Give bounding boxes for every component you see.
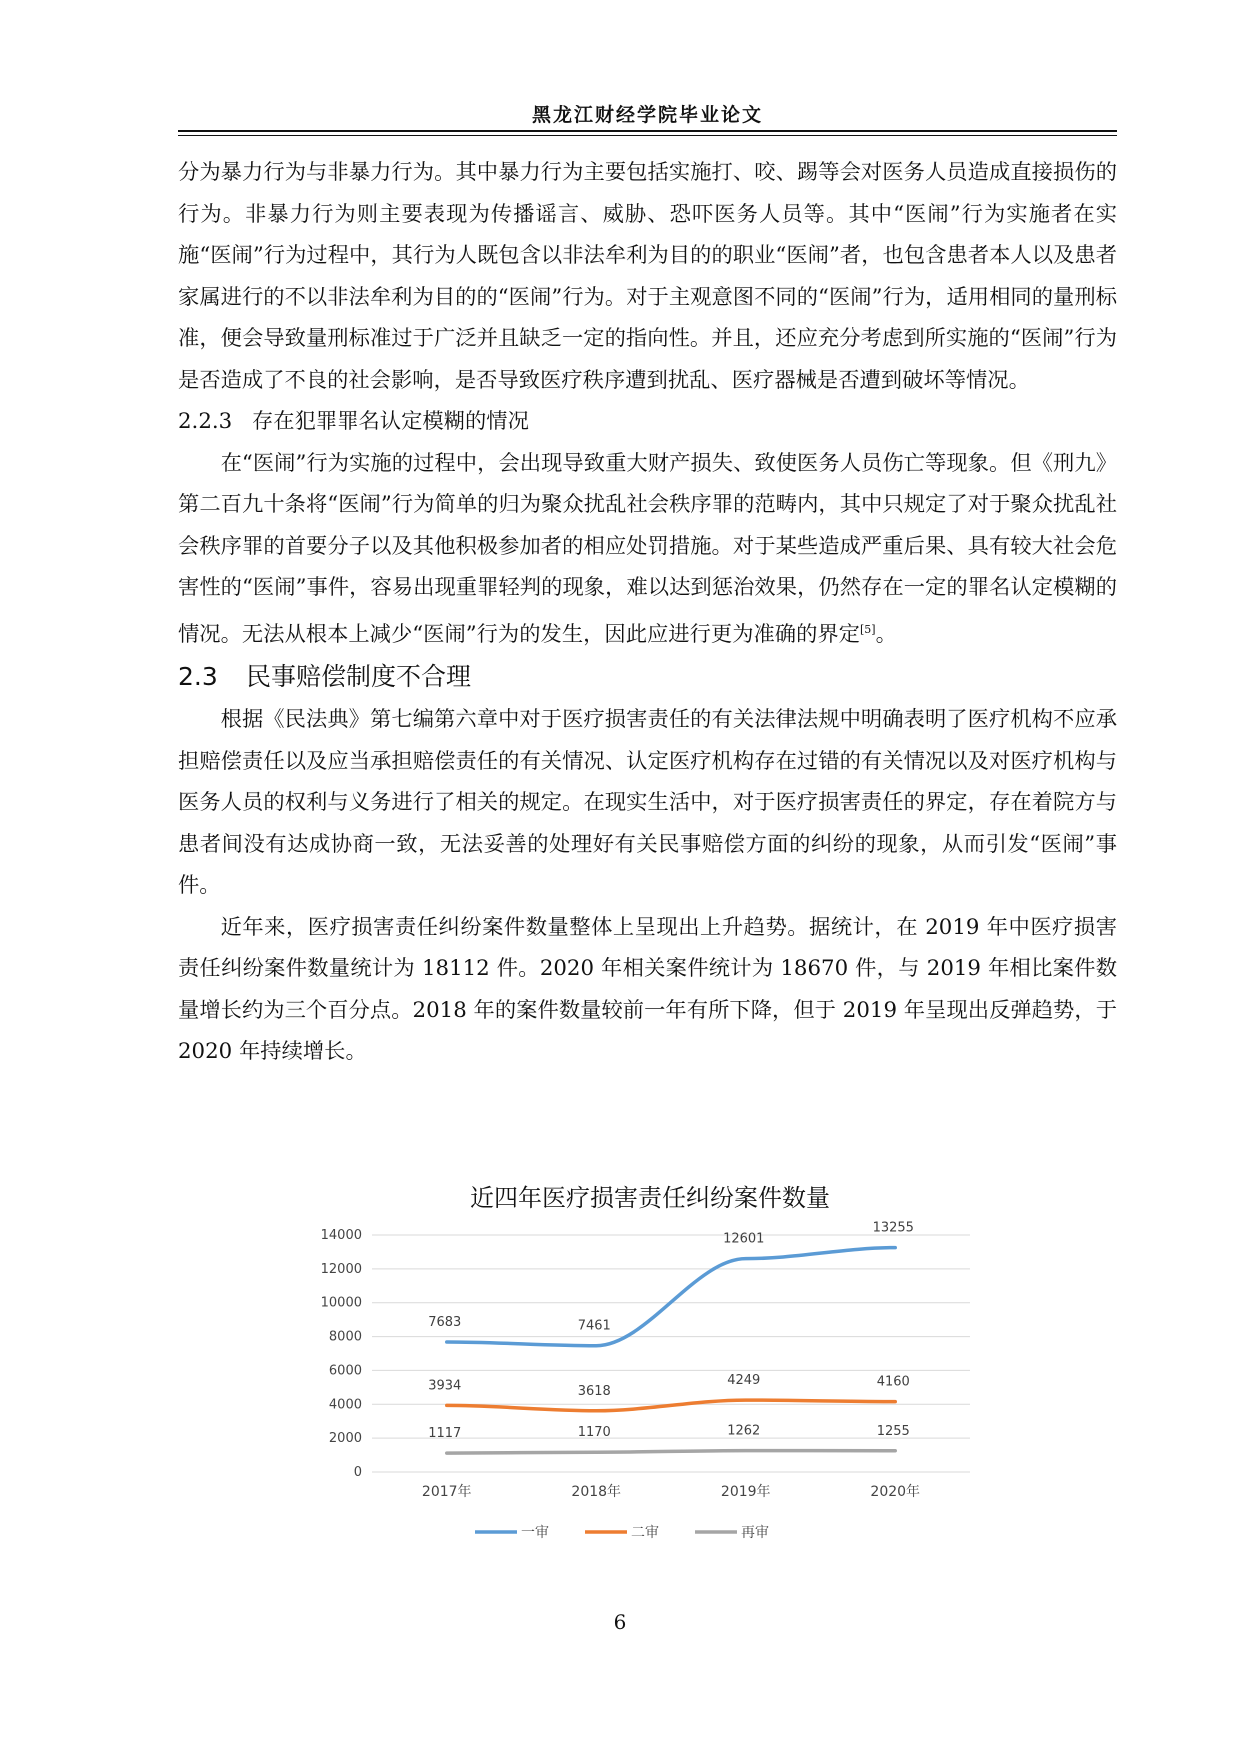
section-heading-2-3 xyxy=(178,655,1117,699)
subsection-heading-2-2-3 xyxy=(178,401,1117,443)
subsection-number: 2.2.3 xyxy=(178,409,233,434)
subsection-title: 存在犯罪罪名认定模糊的情况 xyxy=(252,409,529,434)
series-line-2 xyxy=(447,1451,896,1453)
header-rule-thin xyxy=(178,135,1117,136)
y-tick-label: 0 xyxy=(353,1465,362,1480)
header-rule-thick xyxy=(178,130,1117,132)
legend-label: 一审 xyxy=(521,1525,549,1541)
line-chart xyxy=(300,1215,1000,1575)
citation-ref: [5] xyxy=(859,622,876,636)
series-line-0 xyxy=(447,1248,896,1346)
data-label: 4160 xyxy=(876,1374,910,1390)
section-title: 民事赔偿制度不合理 xyxy=(246,662,472,691)
chart-title: 近四年医疗损害责任纠纷案件数量 xyxy=(470,1184,830,1212)
y-tick-label: 10000 xyxy=(320,1295,362,1311)
paragraph-civil-code: 根据《民法典》第七编第六章中对于医疗损害责任的有关法律法规中明确表明了医疗机构不应承担赔偿责任以及应当承担赔偿责任的有关情况、认定医疗机构存在过错的有关情况以及对医疗机构与医务人员的权利与义务进行了相关的规定。在现实生活中，对于医疗损害责任的界定，存在着院方与患者间没有达成协商一致，无法妥善的处理好有关民事赔偿方面的纠纷的现象，从而引发“医闹”事件。 xyxy=(178,707,1117,898)
data-label: 12601 xyxy=(723,1231,765,1247)
y-tick-label: 4000 xyxy=(328,1397,362,1413)
data-label: 1262 xyxy=(727,1423,761,1439)
y-tick-label: 14000 xyxy=(320,1228,362,1243)
paragraph-end: 。 xyxy=(875,621,897,647)
x-tick-label: 2019年 xyxy=(720,1484,771,1500)
page-header-title: 黑龙江财经学院毕业论文 xyxy=(531,104,763,126)
y-tick-label: 2000 xyxy=(328,1431,362,1447)
data-label: 1255 xyxy=(876,1423,910,1439)
data-label: 1170 xyxy=(577,1425,611,1441)
data-label: 1117 xyxy=(428,1426,462,1442)
series-line-1 xyxy=(447,1400,896,1411)
y-tick-label: 12000 xyxy=(320,1261,362,1277)
page-number: 6 xyxy=(613,1610,627,1634)
data-label: 13255 xyxy=(872,1220,914,1236)
data-label: 7683 xyxy=(428,1314,462,1330)
data-label: 3618 xyxy=(577,1383,611,1399)
data-label: 3934 xyxy=(428,1378,462,1394)
data-label: 7461 xyxy=(577,1318,611,1334)
legend-label: 二审 xyxy=(631,1525,659,1541)
section-number: 2.3 xyxy=(178,662,218,691)
x-tick-label: 2020年 xyxy=(870,1484,921,1500)
paragraph-statistics: 近年来，医疗损害责任纠纷案件数量整体上呈现出上升趋势。据统计，在 2019 年中医疗损害责任纠纷案件数量统计为 18112 件。2020 年相关案件统计为 18670 件，与 2019 年相比案件数量增长约为三个百分点。2018 年的案件数量较前一年有所下降，但于 2019 年呈现出反弹趋势，于 2020 年持续增长。 xyxy=(178,914,1117,1064)
paragraph-text: 在“医闹”行为实施的过程中，会出现导致重大财产损失、致使医务人员伤亡等现象。但《刑九》第二百九十条将“医闹”行为简单的归为聚众扰乱社会秩序罪的范畴内，其中只规定了对于聚众扰乱社会秩序罪的首要分子以及其他积极参加者的相应处罚措施。对于某些造成严重后果、具有较大社会危害性的“医闹”事件，容易出现重罪轻判的现象，难以达到惩治效果，仍然存在一定的罪名认定模糊的情况。无法从根本上减少“医闹”行为的发生，因此应进行更为准确的界定 xyxy=(178,450,1117,647)
y-tick-label: 8000 xyxy=(328,1329,362,1345)
paragraph-crime-definition xyxy=(178,443,1117,656)
legend-label: 再审 xyxy=(741,1525,769,1541)
x-tick-label: 2017年 xyxy=(421,1484,472,1500)
data-label: 4249 xyxy=(727,1373,761,1389)
body-content xyxy=(178,152,1117,1073)
paragraph-violence-types: 分为暴力行为与非暴力行为。其中暴力行为主要包括实施打、咬、踢等会对医务人员造成直接损伤的行为。非暴力行为则主要表现为传播谣言、威胁、恐吓医务人员等。其中“医闹”行为实施者在实施“医闹”行为过程中，其行为人既包含以非法牟利为目的的职业“医闹”者，也包含患者本人以及患者家属进行的不以非法牟利为目的的“医闹”行为。对于主观意图不同的“医闹”行为，适用相同的量刑标准，便会导致量刑标准过于广泛并且缺乏一定的指向性。并且，还应充分考虑到所实施的“医闹”行为是否造成了不良的社会影响，是否导致医疗秩序遭到扰乱、医疗器械是否遭到破坏等情况。 xyxy=(178,160,1117,393)
x-tick-label: 2018年 xyxy=(571,1484,622,1500)
y-tick-label: 6000 xyxy=(328,1363,362,1379)
